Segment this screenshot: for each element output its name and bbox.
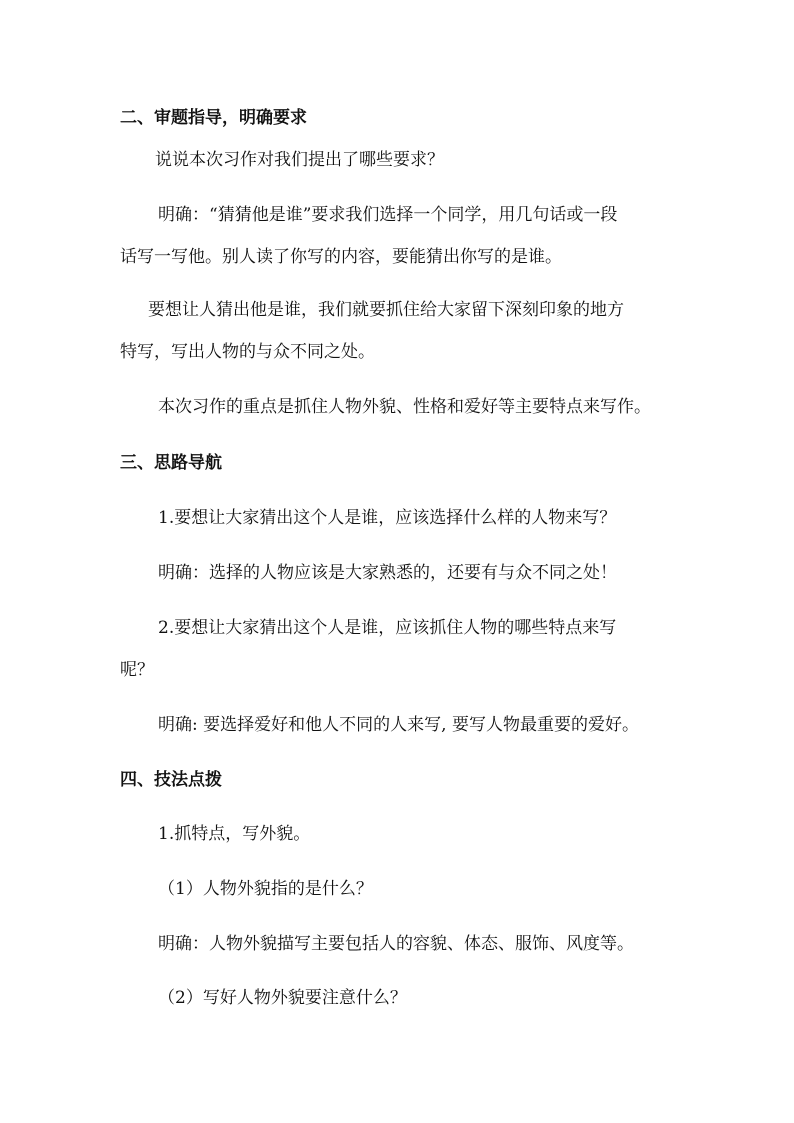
section-heading-4: 四、技法点拨 <box>120 770 222 790</box>
question-text: 说说本次习作对我们提出了哪些要求？ <box>155 150 444 170</box>
section-heading-3: 三、思路导航 <box>120 453 222 473</box>
section-heading-2: 二、审题指导，明确要求 <box>120 108 307 128</box>
answer-1: 明确：选择的人物应该是大家熟悉的，还要有与众不同之处！ <box>158 563 617 583</box>
paragraph-focus: 本次习作的重点是抓住人物外貌、性格和爱好等主要特点来写作。 <box>158 397 651 417</box>
sub-question-2: （2）写好人物外貌要注意什么？ <box>158 988 407 1008</box>
sub-question-1: （1）人物外貌指的是什么？ <box>158 879 373 899</box>
question-2-line2: 呢？ <box>120 660 154 680</box>
answer-text-line1: 明确：“猜猜他是谁”要求我们选择一个同学，用几句话或一段 <box>158 205 618 225</box>
sub-answer-1: 明确：人物外貌描写主要包括人的容貌、体态、服饰、风度等。 <box>158 934 634 954</box>
paragraph-line2: 特写，写出人物的与众不同之处。 <box>120 342 375 362</box>
answer-text-line2: 话写一写他。别人读了你写的内容，要能猜出你写的是谁。 <box>120 247 562 267</box>
item-1: 1.抓特点，写外貌。 <box>158 824 311 844</box>
answer-2: 明确: 要选择爱好和他人不同的人来写, 要写人物最重要的爱好。 <box>158 715 639 735</box>
paragraph-line1: 要想让人猜出他是谁，我们就要抓住给大家留下深刻印象的地方 <box>148 300 624 320</box>
question-2-line1: 2.要想让大家猜出这个人是谁，应该抓住人物的哪些特点来写 <box>158 618 617 638</box>
question-1: 1.要想让大家猜出这个人是谁，应该选择什么样的人物来写？ <box>158 508 617 528</box>
